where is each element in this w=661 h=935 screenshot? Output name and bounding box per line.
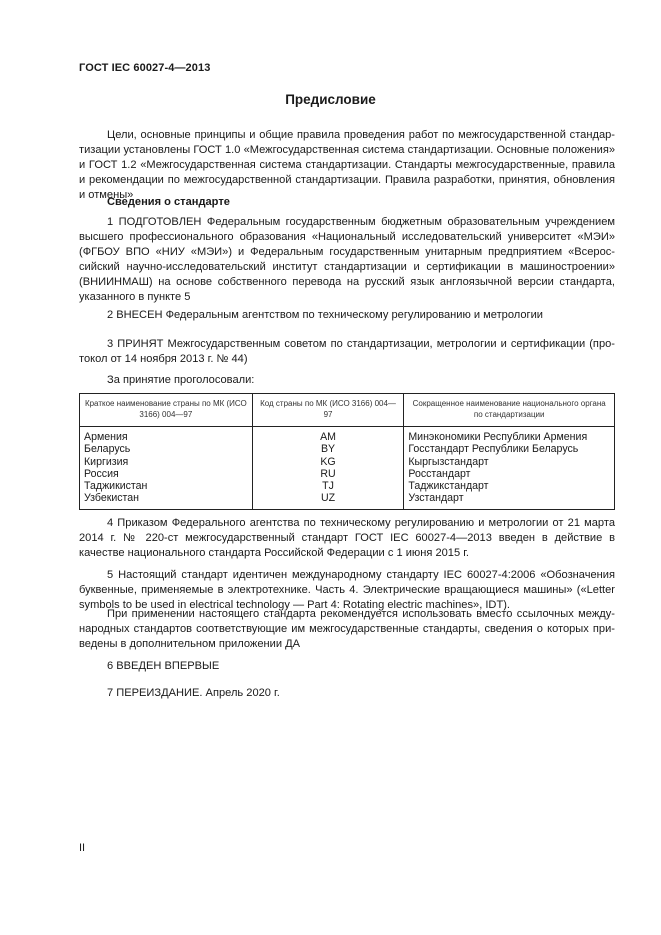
item-5-note-paragraph: При применении настоящего стандарта рекомендуется использовать вместо ссылочных международных стандартов соответствующие им межгосударственные стандарты, сведения о которых приведены в дополнительном приложении ДА (79, 608, 615, 650)
table-row (80, 468, 615, 480)
item-5-paragraph: 5 Настоящий стандарт идентичен международному стандарту IEC 60027-4:2006 «Обозначения буквенные, применяемые в электротехнике. Часть 4. Электрические вращающиеся машины» («Letter symbols to be used in electrical technology — Part 4: Rotating electric machines», IDT). (79, 569, 615, 611)
country-cell: Беларусь (80, 443, 253, 455)
section-heading: Сведения о стандарте (107, 196, 230, 208)
header-code: Код страны по МК (ИСО 3166) 004—97 (252, 394, 404, 427)
country-cell: Россия (80, 468, 253, 480)
document-header: ГОСТ IEC 60027-4—2013 (79, 62, 211, 74)
country-cell: Узбекистан (80, 492, 253, 509)
body-cell: Таджикстандарт (404, 480, 615, 492)
code-cell: UZ (252, 492, 404, 509)
country-cell: Киргизия (80, 456, 253, 468)
item-4-paragraph: 4 Приказом Федерального агентства по техническому регулированию и метрологии от 21 марта 2014 г. № 220-ст межгосударственный стандарт ГОСТ IEC 60027-4—2013 введен в действие в качестве национального стандарта Российской Федерации с 1 июня 2015 г. (79, 517, 615, 559)
table-row (80, 492, 615, 509)
table-row (80, 427, 615, 444)
vote-label: За принятие проголосовали: (107, 374, 255, 386)
table-row (80, 480, 615, 492)
body-cell: Госстандарт Республики Беларусь (404, 443, 615, 455)
body-cell: Кыргызстандарт (404, 456, 615, 468)
table-row (80, 456, 615, 468)
page-title: Предисловие (285, 92, 376, 107)
item-6-paragraph: 6 ВВЕДЕН ВПЕРВЫЕ (107, 660, 220, 672)
country-cell: Таджикистан (80, 480, 253, 492)
countries-table (79, 393, 615, 510)
body-cell: Росстандарт (404, 468, 615, 480)
header-body: Сокращенное наименование национального органа по стандартизации (404, 394, 615, 427)
item-2-paragraph: 2 ВНЕСЕН Федеральным агентством по техническому регулированию и метрологии (107, 309, 543, 321)
code-cell: KG (252, 456, 404, 468)
body-cell: Минэкономики Республики Армения (404, 427, 615, 444)
code-cell: TJ (252, 480, 404, 492)
item-7-paragraph: 7 ПЕРЕИЗДАНИЕ. Апрель 2020 г. (107, 687, 280, 699)
body-cell: Узстандарт (404, 492, 615, 509)
page-number: II (79, 842, 86, 854)
header-country: Краткое наименование страны по МК (ИСО 3166) 004—97 (80, 394, 253, 427)
item-1-paragraph: 1 ПОДГОТОВЛЕН Федеральным государственным бюджетным образовательным учреждением высшего профессионального образования «Национальный исследовательский университет «МЭИ» (ФГБОУ ВПО «НИУ «МЭИ») и Федеральным государственным унитарным предприятием «Всероссийский научно-исследовательский институт стандартизации и сертификации в машиностроении» (ВНИИНМАШ) на основе собственного перевода на русский язык англоязычной версии стандарта, указанного в пункте 5 (79, 216, 615, 303)
country-cell: Армения (80, 427, 253, 444)
code-cell: BY (252, 443, 404, 455)
table-row (80, 443, 615, 455)
intro-paragraph: Цели, основные принципы и общие правила проведения работ по межгосударственной стандартизации установлены ГОСТ 1.0 «Межгосударственная система стандартизации. Основные положения» и ГОСТ 1.2 «Межгосударственная система стандартизации. Стандарты межгосударственные, правила и рекомендации по межгосударственной стандартизации. Правила разработки, принятия, обновления и отмены» (79, 129, 615, 201)
code-cell: RU (252, 468, 404, 480)
table-header-row (80, 394, 615, 427)
code-cell: AM (252, 427, 404, 444)
item-3-paragraph: 3 ПРИНЯТ Межгосударственным советом по стандартизации, метрологии и сертификации (протокол от 14 ноября 2013 г. № 44) (79, 338, 615, 365)
